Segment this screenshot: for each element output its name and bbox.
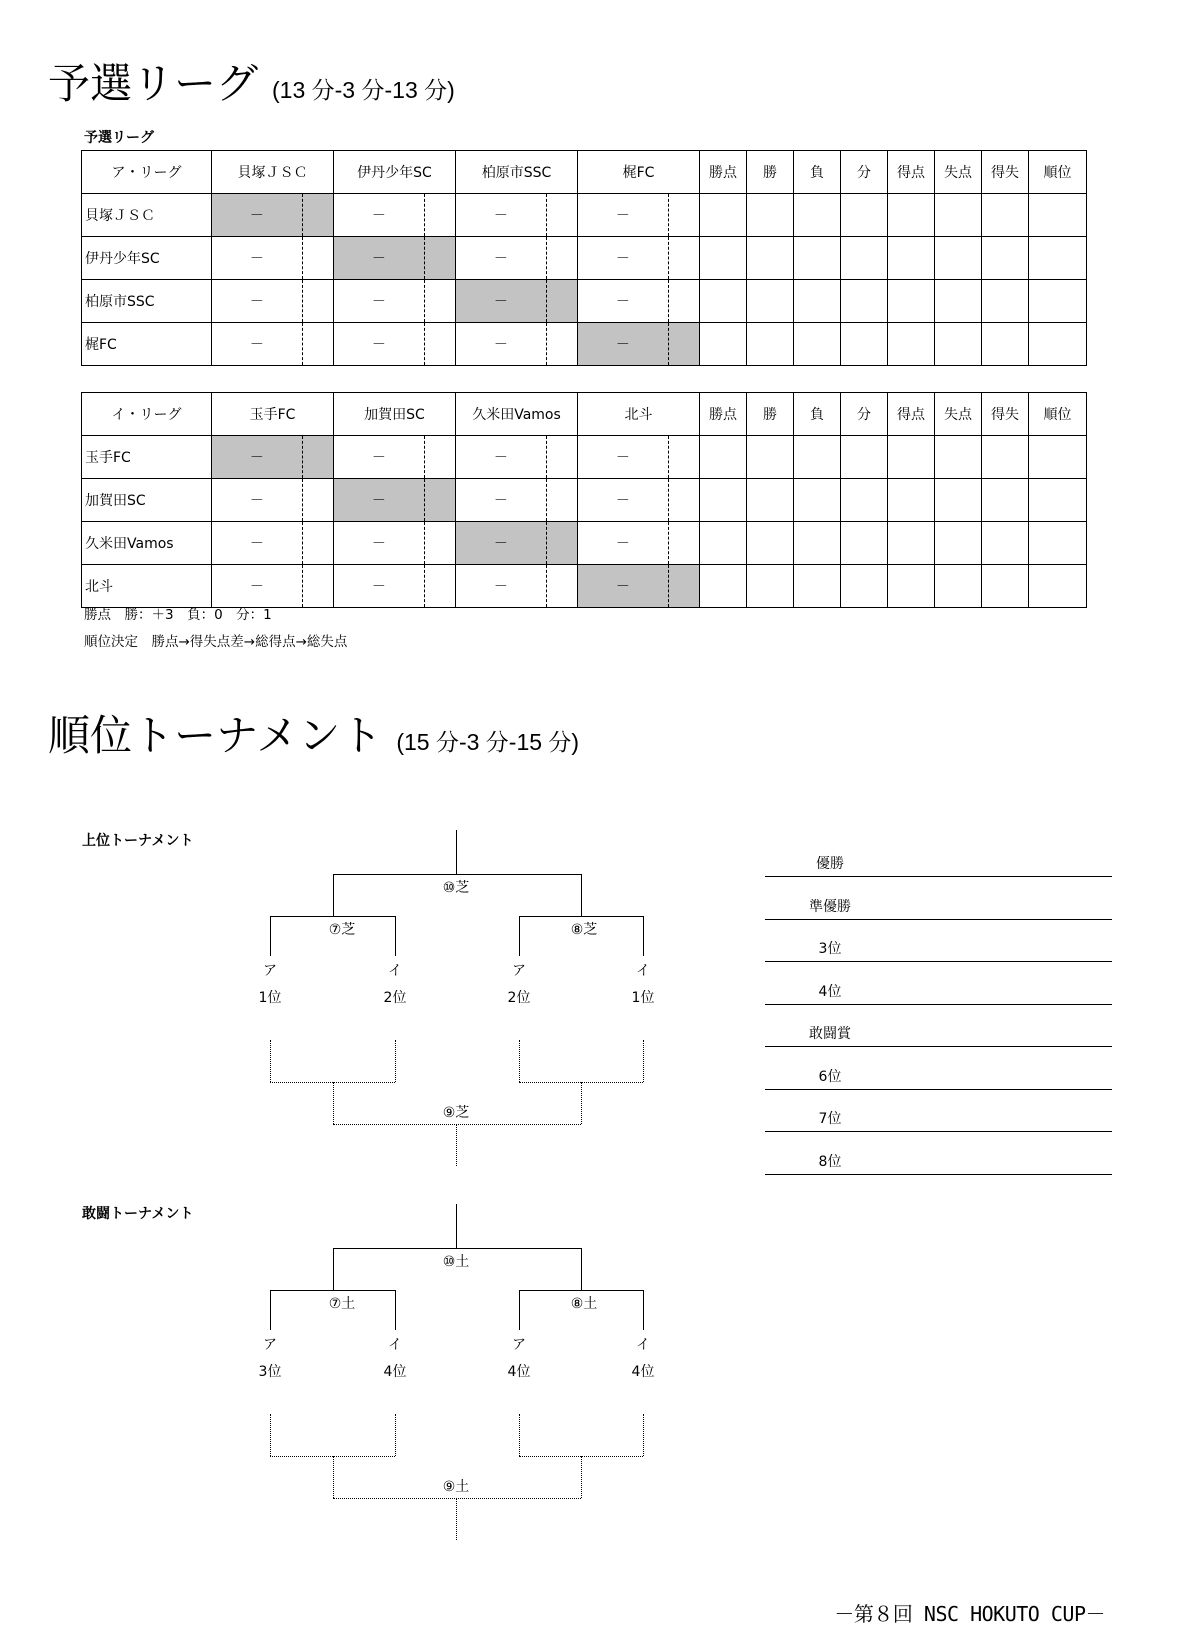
score-dash: － (212, 323, 303, 365)
score-dash: － (456, 565, 547, 607)
rank-label: 7位 (818, 1111, 842, 1127)
bracket-line (333, 874, 581, 875)
bracket-line (519, 1290, 520, 1330)
stat-cell (747, 436, 794, 479)
stat-cell (982, 436, 1029, 479)
league-table-i (81, 392, 1087, 608)
stat-cell (747, 522, 794, 565)
bracket-line (519, 916, 643, 917)
league-name: ア・リーグ (82, 151, 212, 194)
rank-label: 準優勝 (809, 898, 851, 915)
league-label: 予選リーグ (84, 130, 154, 146)
score-cell (456, 479, 578, 522)
bracket-line (643, 1414, 644, 1456)
stat-cell (700, 565, 747, 608)
final-match-label: ⑩芝 (442, 880, 470, 896)
stat-cell (935, 565, 982, 608)
stat-cell (982, 323, 1029, 366)
stat-cell (841, 479, 888, 522)
score-cell (578, 237, 700, 280)
score-cell (212, 280, 334, 323)
stat-cell (935, 436, 982, 479)
column-stat-header: 分 (841, 393, 888, 436)
column-stat-header: 負 (794, 393, 841, 436)
score-dash: － (212, 280, 303, 322)
stat-cell (888, 565, 935, 608)
table-row (82, 565, 1087, 608)
league-subtitle: (13 分-3 分-13 分) (272, 77, 455, 103)
bracket-line (643, 1040, 644, 1082)
stat-cell (1029, 323, 1087, 366)
stat-cell (841, 436, 888, 479)
score-dash: － (578, 436, 669, 478)
stat-cell (982, 237, 1029, 280)
stat-cell (700, 280, 747, 323)
score-dash: － (212, 237, 303, 279)
score-cell (456, 522, 578, 565)
stat-cell (794, 323, 841, 366)
rank-entry-line (765, 919, 1112, 920)
slot-league: イ (636, 1337, 650, 1353)
bracket-line (395, 1290, 396, 1330)
stat-cell (888, 436, 935, 479)
score-dash: － (334, 280, 425, 322)
stat-cell (794, 237, 841, 280)
stat-cell (935, 522, 982, 565)
stat-cell (794, 436, 841, 479)
bracket-line (643, 916, 644, 956)
score-dash: － (456, 237, 547, 279)
semi-left-match-label: ⑦土 (328, 1296, 356, 1312)
score-cell (456, 280, 578, 323)
score-cell (578, 194, 700, 237)
score-cell (334, 323, 456, 366)
bracket-line (456, 1498, 457, 1540)
column-team-header: 北斗 (578, 393, 700, 436)
score-cell (456, 323, 578, 366)
stat-cell (982, 479, 1029, 522)
slot-rank: 4位 (507, 1364, 531, 1380)
rank-label: 4位 (818, 983, 842, 1000)
score-dash: － (578, 237, 669, 279)
stat-cell (1029, 522, 1087, 565)
rank-entry-line (765, 1174, 1112, 1175)
score-dash: － (578, 323, 669, 365)
column-stat-header: 勝 (747, 393, 794, 436)
bracket-line (270, 916, 271, 956)
column-stat-header: 得失 (982, 393, 1029, 436)
upper-tournament-label: 上位トーナメント (82, 833, 194, 849)
section-title-tournament (48, 711, 580, 760)
stat-cell (700, 237, 747, 280)
stat-cell (1029, 237, 1087, 280)
row-team-name: 柏原市SSC (82, 280, 212, 323)
column-stat-header: 分 (841, 151, 888, 194)
score-dash: － (456, 323, 547, 365)
score-dash: － (578, 522, 669, 564)
bracket-line (270, 1290, 395, 1291)
score-cell (212, 479, 334, 522)
stat-cell (841, 194, 888, 237)
rank-label: 8位 (818, 1153, 842, 1170)
bracket-line (270, 1040, 271, 1082)
bracket-line (333, 1082, 334, 1124)
score-cell (578, 323, 700, 366)
stat-cell (982, 565, 1029, 608)
rank-entry-line (765, 1131, 1112, 1132)
score-dash: － (456, 479, 547, 521)
row-team-name: 貝塚ＪＳＣ (82, 194, 212, 237)
bracket-line (333, 1498, 581, 1499)
score-dash: － (212, 194, 303, 236)
stat-cell (747, 565, 794, 608)
league-name: イ・リーグ (82, 393, 212, 436)
column-stat-header: 順位 (1029, 151, 1087, 194)
stat-cell (888, 280, 935, 323)
score-cell (334, 194, 456, 237)
score-dash: － (456, 436, 547, 478)
stat-cell (888, 522, 935, 565)
column-stat-header: 勝点 (700, 151, 747, 194)
stat-cell (982, 194, 1029, 237)
score-dash: － (334, 194, 425, 236)
stat-cell (935, 237, 982, 280)
stat-cell (747, 323, 794, 366)
bracket-line (333, 1456, 334, 1498)
stat-cell (888, 323, 935, 366)
footer: －第８回 NSC HOKUTO CUP－ (834, 1602, 1105, 1626)
column-team-header: 久米田Vamos (456, 393, 578, 436)
bracket-line (581, 1248, 582, 1290)
score-cell (334, 479, 456, 522)
slot-rank: 1位 (631, 990, 655, 1006)
table-row (82, 280, 1087, 323)
row-team-name: 梶FC (82, 323, 212, 366)
column-team-header: 加賀田SC (334, 393, 456, 436)
stat-cell (794, 522, 841, 565)
rank-entry-line (765, 961, 1112, 962)
stat-cell (794, 194, 841, 237)
score-dash: － (212, 565, 303, 607)
rank-entry-line (765, 1089, 1112, 1090)
score-cell (578, 522, 700, 565)
score-dash: － (334, 565, 425, 607)
table-row (82, 237, 1087, 280)
column-stat-header: 失点 (935, 151, 982, 194)
bracket-line (519, 1414, 520, 1456)
league-table-a (81, 150, 1087, 366)
score-dash: － (578, 479, 669, 521)
bracket-line (519, 916, 520, 956)
bracket-line (270, 1290, 271, 1330)
column-stat-header: 勝点 (700, 393, 747, 436)
stat-cell (700, 479, 747, 522)
slot-league: イ (388, 1337, 402, 1353)
stat-cell (1029, 565, 1087, 608)
table-row (82, 323, 1087, 366)
column-team-header: 貝塚ＪＳＣ (212, 151, 334, 194)
stat-cell (1029, 280, 1087, 323)
stat-cell (935, 194, 982, 237)
bracket-line (270, 916, 395, 917)
bracket-line (333, 1124, 581, 1125)
slot-league: ア (263, 963, 277, 979)
bracket-line (395, 1040, 396, 1082)
rank-entry-line (765, 876, 1112, 877)
score-cell (456, 237, 578, 280)
table-row (82, 194, 1087, 237)
stat-cell (700, 522, 747, 565)
stat-cell (1029, 479, 1087, 522)
row-team-name: 玉手FC (82, 436, 212, 479)
third-place-match-label: ⑨芝 (442, 1105, 470, 1121)
score-cell (334, 565, 456, 608)
row-team-name: 北斗 (82, 565, 212, 608)
score-cell (456, 436, 578, 479)
bracket-line (333, 874, 334, 916)
stat-cell (841, 565, 888, 608)
table-row (82, 479, 1087, 522)
slot-rank: 2位 (507, 990, 531, 1006)
stat-cell (747, 280, 794, 323)
league-title: 予選リーグ (48, 59, 259, 108)
score-cell (334, 237, 456, 280)
column-team-header: 玉手FC (212, 393, 334, 436)
stat-cell (1029, 194, 1087, 237)
score-cell (334, 436, 456, 479)
stat-cell (888, 479, 935, 522)
stat-cell (794, 565, 841, 608)
score-dash: － (212, 479, 303, 521)
stat-cell (888, 194, 935, 237)
slot-rank: 4位 (383, 1364, 407, 1380)
score-cell (578, 565, 700, 608)
bracket-line (456, 1204, 457, 1248)
points-note: 勝点 勝：＋3 負：0 分：1 (84, 607, 272, 623)
stat-cell (841, 237, 888, 280)
column-stat-header: 得点 (888, 151, 935, 194)
bracket-line (581, 1456, 582, 1498)
stat-cell (935, 323, 982, 366)
column-team-header: 梶FC (578, 151, 700, 194)
score-cell (456, 194, 578, 237)
bracket-line (395, 1414, 396, 1456)
stat-cell (700, 194, 747, 237)
row-team-name: 久米田Vamos (82, 522, 212, 565)
stat-cell (794, 280, 841, 323)
bracket-line (456, 1124, 457, 1166)
bracket-line (581, 874, 582, 916)
semi-right-match-label: ⑧芝 (570, 922, 598, 938)
semi-right-match-label: ⑧土 (570, 1296, 598, 1312)
bracket-line (581, 1082, 582, 1124)
third-place-match-label: ⑨土 (442, 1479, 470, 1495)
score-cell (334, 522, 456, 565)
rank-label: 3位 (818, 941, 842, 957)
slot-league: ア (263, 1337, 277, 1353)
column-team-header: 伊丹少年SC (334, 151, 456, 194)
table-row (82, 522, 1087, 565)
slot-league: ア (512, 1337, 526, 1353)
score-dash: － (334, 479, 425, 521)
stat-cell (700, 436, 747, 479)
score-cell (212, 522, 334, 565)
bracket-line (333, 1248, 334, 1290)
column-stat-header: 失点 (935, 393, 982, 436)
score-dash: － (334, 237, 425, 279)
column-stat-header: 負 (794, 151, 841, 194)
score-dash: － (578, 565, 669, 607)
score-cell (578, 280, 700, 323)
stat-cell (747, 194, 794, 237)
slot-league: イ (636, 963, 650, 979)
bracket-line (456, 830, 457, 874)
slot-league: ア (512, 963, 526, 979)
score-cell (578, 479, 700, 522)
stat-cell (888, 237, 935, 280)
score-cell (456, 565, 578, 608)
stat-cell (747, 479, 794, 522)
bracket-line (395, 916, 396, 956)
row-team-name: 加賀田SC (82, 479, 212, 522)
score-dash: － (334, 323, 425, 365)
slot-league: イ (388, 963, 402, 979)
tournament-title: 順位トーナメント (48, 711, 383, 760)
stat-cell (935, 280, 982, 323)
stat-cell (982, 522, 1029, 565)
slot-rank: 2位 (383, 990, 407, 1006)
score-cell (212, 237, 334, 280)
section-title-league (48, 59, 455, 108)
score-dash: － (212, 436, 303, 478)
column-stat-header: 順位 (1029, 393, 1087, 436)
stat-cell (841, 280, 888, 323)
slot-rank: 4位 (631, 1364, 655, 1380)
score-dash: － (334, 436, 425, 478)
rank-entry-line (765, 1046, 1112, 1047)
bracket-line (333, 1248, 581, 1249)
stat-cell (1029, 436, 1087, 479)
rank-label: 6位 (818, 1068, 842, 1085)
slot-rank: 1位 (258, 990, 282, 1006)
bracket-line (270, 1414, 271, 1456)
bracket-line (519, 1290, 643, 1291)
stat-cell (700, 323, 747, 366)
score-dash: － (578, 280, 669, 322)
column-stat-header: 勝 (747, 151, 794, 194)
column-stat-header: 得点 (888, 393, 935, 436)
rank-label: 敢闘賞 (809, 1026, 851, 1042)
score-cell (578, 436, 700, 479)
score-dash: － (212, 522, 303, 564)
score-dash: － (334, 522, 425, 564)
score-dash: － (456, 522, 547, 564)
score-cell (212, 323, 334, 366)
stat-cell (841, 323, 888, 366)
score-dash: － (456, 194, 547, 236)
tournament-subtitle: (15 分-3 分-15 分) (396, 729, 580, 755)
rank-label: 優勝 (816, 856, 844, 872)
score-dash: － (578, 194, 669, 236)
rank-entry-line (765, 1004, 1112, 1005)
table-row (82, 436, 1087, 479)
semi-left-match-label: ⑦芝 (328, 922, 356, 938)
row-team-name: 伊丹少年SC (82, 237, 212, 280)
score-cell (212, 436, 334, 479)
ranking-note: 順位決定 勝点→得失点差→総得点→総失点 (84, 634, 348, 650)
lower-tournament-label: 敢闘トーナメント (82, 1206, 194, 1222)
score-cell (212, 565, 334, 608)
column-team-header: 柏原市SSC (456, 151, 578, 194)
bracket-line (519, 1040, 520, 1082)
stat-cell (982, 280, 1029, 323)
column-stat-header: 得失 (982, 151, 1029, 194)
score-cell (334, 280, 456, 323)
stat-cell (841, 522, 888, 565)
bracket-line (643, 1290, 644, 1330)
score-cell (212, 194, 334, 237)
final-match-label: ⑩土 (442, 1254, 470, 1270)
stat-cell (794, 479, 841, 522)
stat-cell (747, 237, 794, 280)
stat-cell (935, 479, 982, 522)
score-dash: － (456, 280, 547, 322)
slot-rank: 3位 (258, 1364, 282, 1380)
